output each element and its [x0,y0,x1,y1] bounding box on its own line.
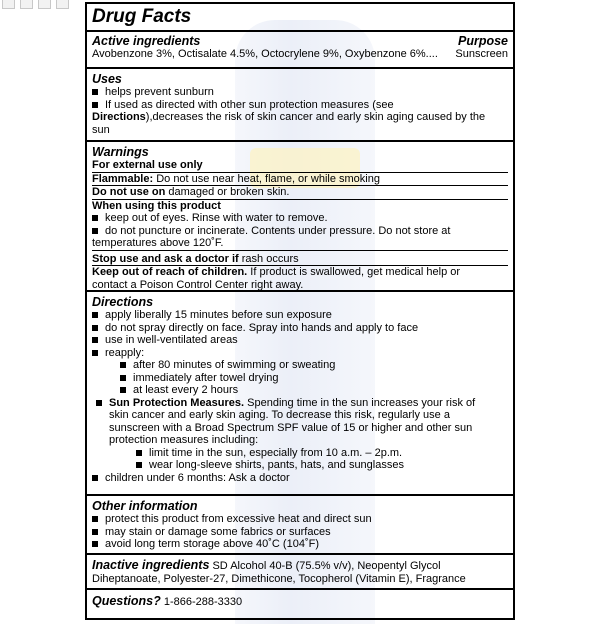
inactive-ingredients-section [87,555,513,590]
directions-section [87,292,513,496]
active-ingredients-heading: Active ingredients [92,34,201,48]
flammable-label: Flammable: [92,172,154,185]
sun-protection-text-continued: protection measures including: [109,434,259,446]
bullet-icon [120,387,126,393]
sun-protection-text-continued: skin cancer and early skin aging. To decrease this risk, regularly use a [109,409,450,421]
toolbar-icon[interactable] [20,0,33,9]
viewer-toolbar [0,0,80,10]
toolbar-icon[interactable] [56,0,69,9]
bullet-icon [92,312,98,318]
directions-item: apply liberally 15 minutes before sun exposure [105,309,332,321]
bullet-icon [136,450,142,456]
drug-facts-panel [85,2,515,620]
questions-phone: 1-866-288-3330 [160,596,243,608]
directions-item: reapply: [105,346,145,359]
bullet-icon [92,89,98,95]
warnings-item-continued: temperatures above 120˚F. [92,237,508,251]
reapply-subitem: at least every 2 hours [133,384,239,396]
directions-item: children under 6 months: Ask a doctor [105,471,290,484]
directions-reference: Directions [92,111,146,123]
directions-item: use in well-ventilated areas [105,334,238,346]
uses-section [87,69,513,142]
bullet-icon [120,362,126,368]
other-information-section [87,496,513,555]
inactive-ingredients-list: SD Alcohol 40-B (75.5% v/v), Neopentyl Glycol [209,560,441,572]
bullet-icon [92,516,98,522]
bullet-icon [92,529,98,535]
other-information-item: avoid long term storage above 40˚C (104˚F) [105,538,319,550]
do-not-use-text: damaged or broken skin. [165,186,290,198]
warnings-item: keep out of eyes. Rinse with water to remove. [105,212,328,224]
questions-heading: Questions? [92,594,161,608]
when-using-heading: When using this product [92,199,221,212]
bullet-icon [92,541,98,547]
active-ingredients-list: Avobenzone 3%, Octisalate 4.5%, Octocrylene 9%, Oxybenzone 6%.... [92,48,438,60]
warnings-heading: Warnings [92,145,149,159]
stop-use-text: rash occurs [238,252,299,265]
keep-out-of-reach-label: Keep out of reach of children. [92,266,248,278]
external-use-warning: For external use only [92,159,508,173]
purpose-heading: Purpose [457,34,508,48]
warnings-section [87,142,513,292]
bullet-icon [92,215,98,221]
bullet-icon [92,350,98,356]
uses-item: If used as directed with other sun protection measures (see [105,98,394,111]
toolbar-icon[interactable] [38,0,51,9]
title-section [87,4,513,32]
sun-protection-subitem: wear long-sleeve shirts, pants, hats, and sunglasses [149,459,404,471]
purpose-value: Sunscreen [455,48,508,60]
questions-section [87,590,513,618]
uses-item-continued: sun [92,123,110,136]
page-title: Drug Facts [92,6,192,27]
inactive-ingredients-list-continued: Diheptanoate, Polyester-27, Dimethicone, Tocopherol (Vitamin E), Fragrance [92,572,466,585]
active-ingredients-section [87,32,513,69]
reapply-subitem: immediately after towel drying [133,371,279,384]
flammable-text: Do not use near heat, flame, or while smoking [153,172,380,185]
reapply-subitem: after 80 minutes of swimming or sweating [133,359,336,371]
directions-heading: Directions [92,295,154,309]
uses-item: helps prevent sunburn [105,86,214,98]
keep-out-of-reach-text: If product is swallowed, get medical help or [247,266,461,278]
other-information-item: may stain or damage some fabrics or surfaces [105,525,331,538]
bullet-icon [96,400,102,406]
bullet-icon [92,102,98,108]
sun-protection-subitem: limit time in the sun, especially from 10 a.m. – 2p.m. [149,446,403,459]
sun-protection-text: Spending time in the sun increases your risk of [244,396,476,409]
toolbar-icon[interactable] [2,0,15,9]
bullet-icon [92,475,98,481]
inactive-ingredients-heading: Inactive ingredients [92,558,210,572]
do-not-use-label: Do not use on [92,186,166,198]
other-information-item: protect this product from excessive heat and direct sun [105,513,372,525]
bullet-icon [136,462,142,468]
uses-heading: Uses [92,72,122,86]
sun-protection-label: Sun Protection Measures. [109,396,245,409]
bullet-icon [92,337,98,343]
uses-item-continued: ),decreases the risk of skin cancer and early skin aging caused by the [145,111,486,123]
sun-protection-text-continued: sunscreen with a Broad Spectrum SPF value of 15 or higher and other sun [109,421,473,434]
bullet-icon [92,228,98,234]
keep-out-of-reach-continued: contact a Poison Control Center right away. [92,278,304,291]
stop-use-label: Stop use and ask a doctor if [92,252,239,265]
bullet-icon [120,375,126,381]
directions-item: do not spray directly on face. Spray into hands and apply to face [105,321,419,334]
warnings-item: do not puncture or incinerate. Contents under pressure. Do not store at [105,224,451,237]
bullet-icon [92,325,98,331]
other-information-heading: Other information [92,499,198,513]
